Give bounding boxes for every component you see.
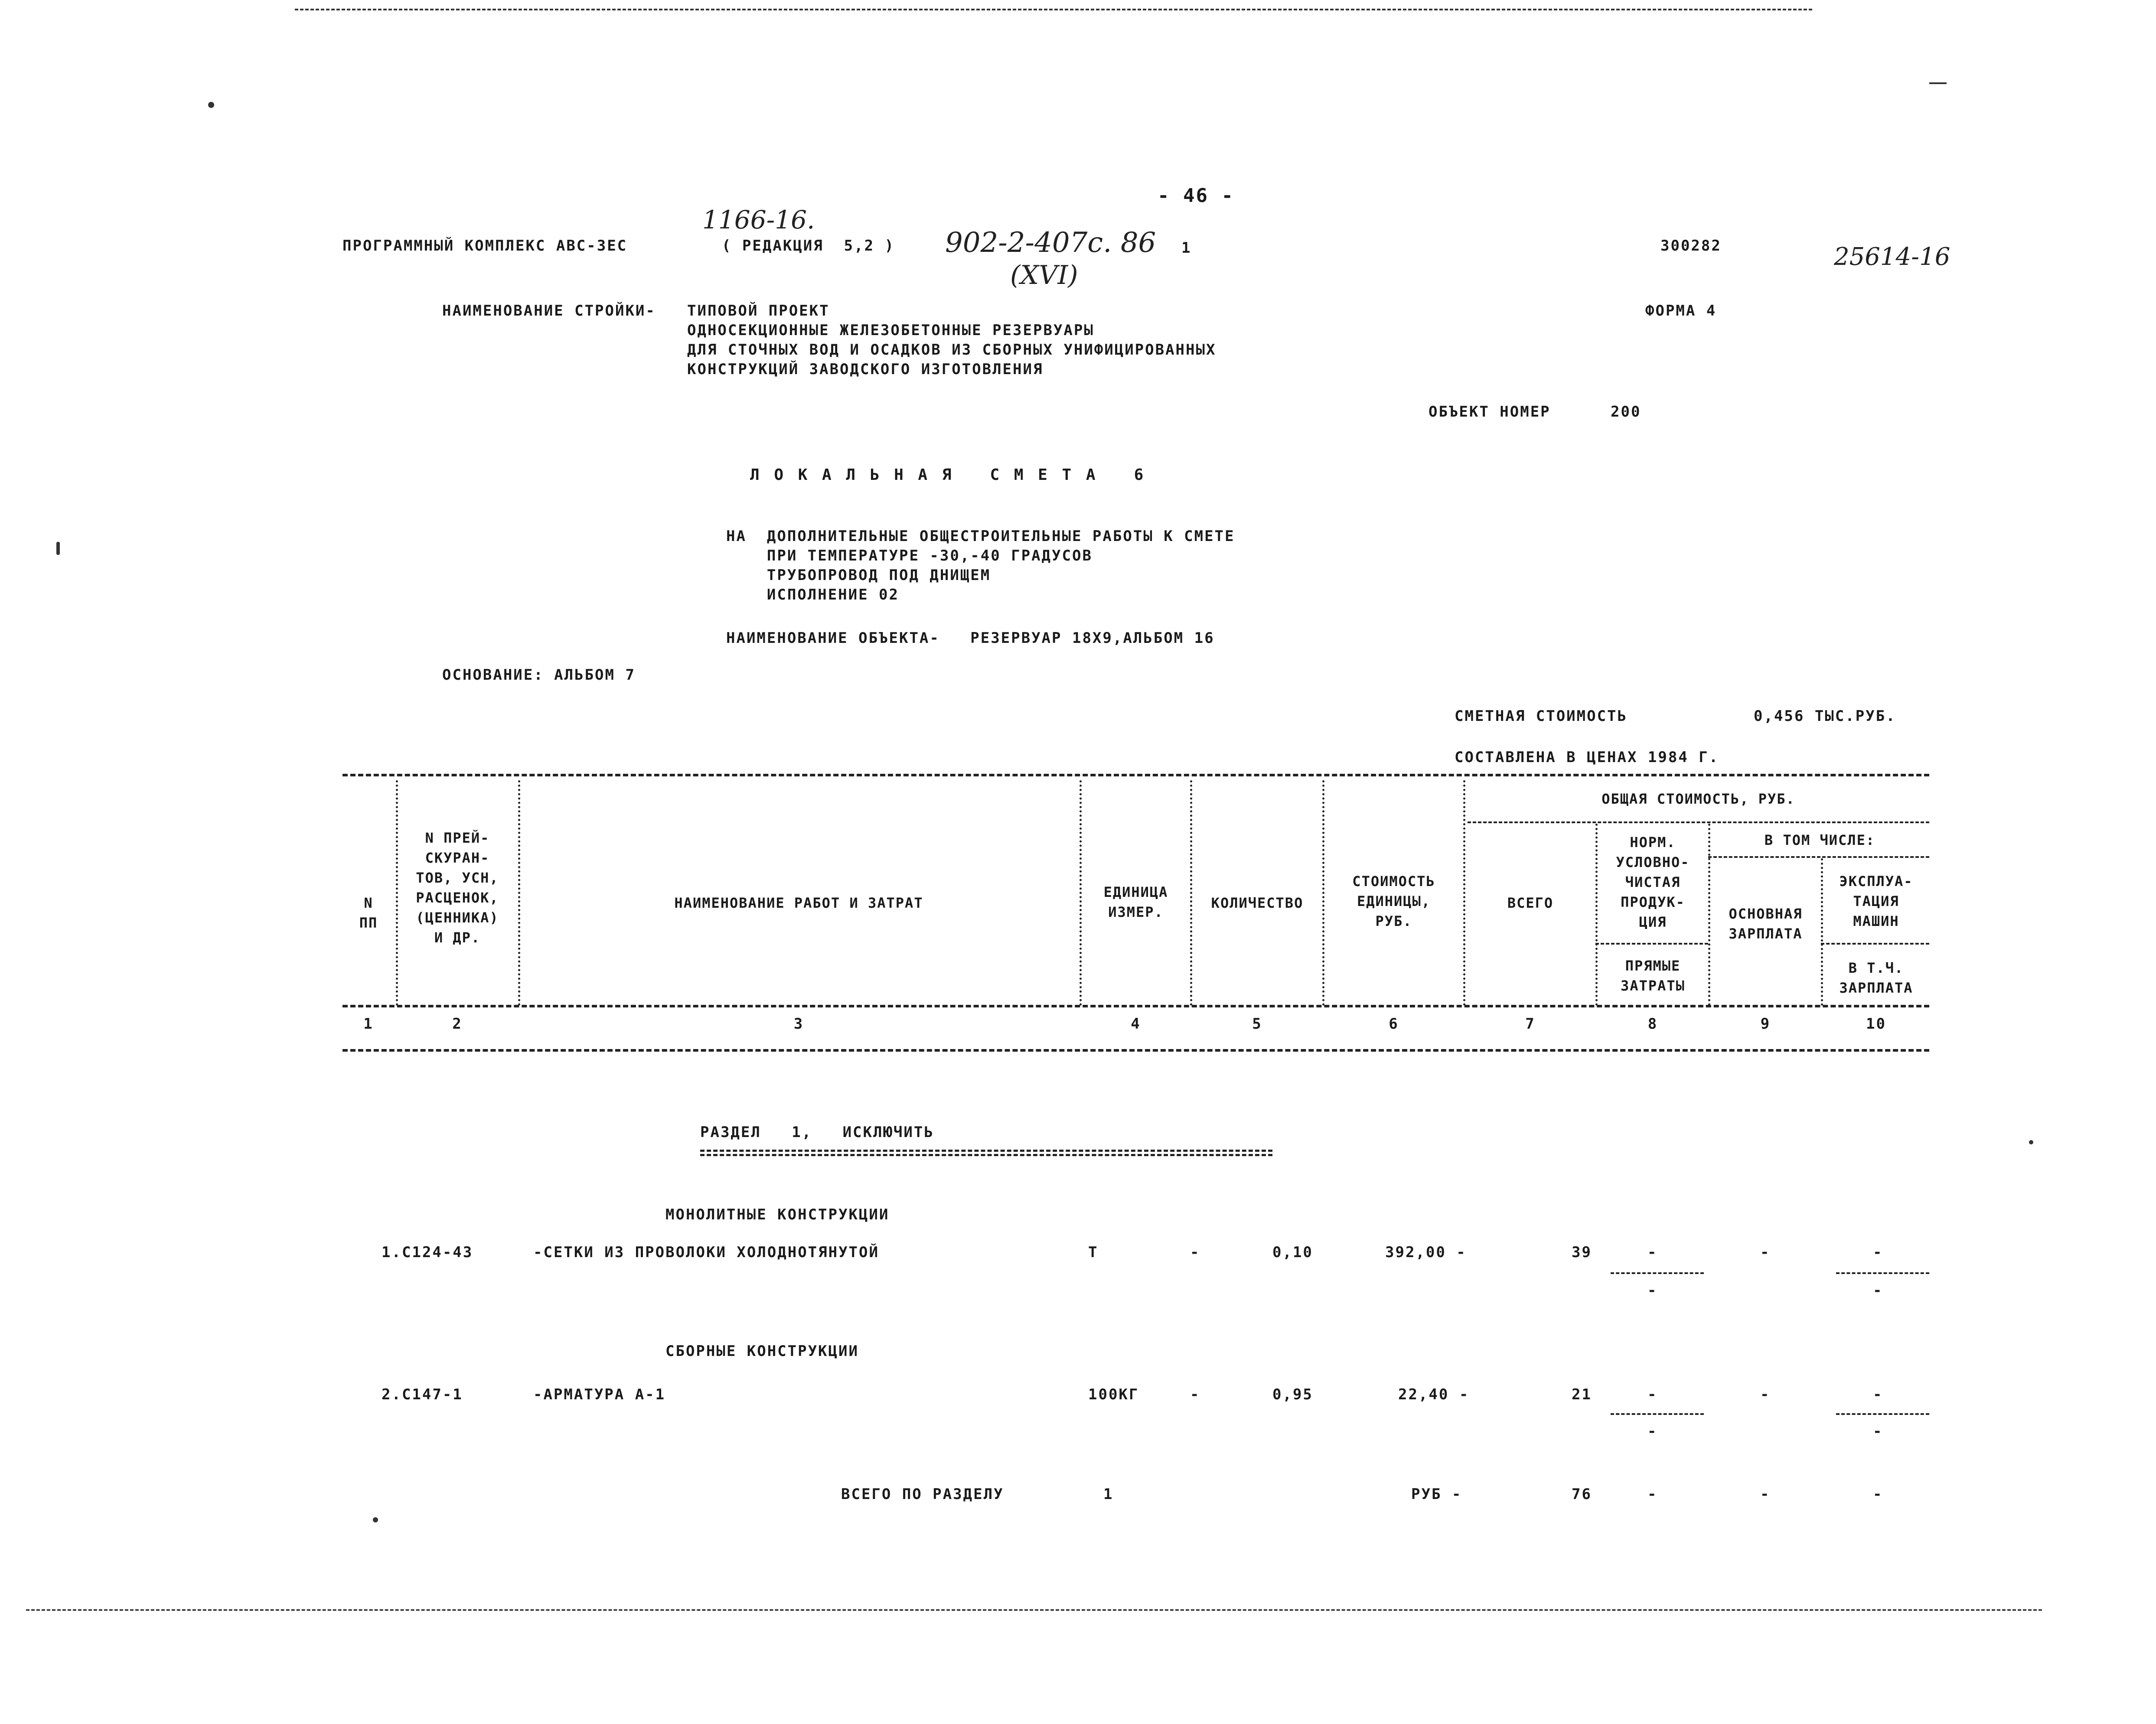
handwritten-top-code: 1166-16. xyxy=(702,205,815,235)
column-number: 8 xyxy=(1647,1015,1658,1033)
group-name: МОНОЛИТНЫЕ КОНСТРУКЦИИ xyxy=(665,1206,890,1223)
object-number: 200 xyxy=(1611,403,1641,420)
construction-line-4: КОНСТРУКЦИЙ ЗАВОДСКОГО ИЗГОТОВЛЕНИЯ xyxy=(687,361,1044,378)
row-name: -СЕТКИ ИЗ ПРОВОЛОКИ ХОЛОДНОТЯНУТОЙ xyxy=(533,1244,879,1261)
section-total-value: 76 xyxy=(1572,1486,1592,1503)
row-qty: 0,95 xyxy=(1272,1386,1313,1403)
table-top-rule xyxy=(342,774,1929,776)
row-dash: - xyxy=(1190,1386,1200,1403)
row-col8: - xyxy=(1647,1244,1658,1261)
column-number: 4 xyxy=(1131,1015,1141,1033)
column-number: 5 xyxy=(1252,1015,1262,1033)
scan-speck xyxy=(56,542,60,555)
column-number: 10 xyxy=(1866,1015,1886,1033)
row-code: 1.С124-43 xyxy=(382,1244,473,1261)
program-name: ПРОГРАММНЫЙ КОМПЛЕКС АВС-ЗЕС xyxy=(342,237,628,254)
row-total: 21 xyxy=(1572,1386,1592,1403)
section-underline-2 xyxy=(700,1154,1272,1156)
row-total: 39 xyxy=(1572,1244,1592,1261)
row-col10-rule xyxy=(1836,1272,1929,1274)
header-total-group: ОБЩАЯ СТОИМОСТЬ, РУБ. xyxy=(1602,791,1795,807)
header-incl: В ТОМ ЧИСЛЕ: xyxy=(1764,832,1875,848)
row-col8-rule xyxy=(1611,1413,1704,1415)
construction-line-3: ДЛЯ СТОЧНЫХ ВОД И ОСАДКОВ ИЗ СБОРНЫХ УНИФИЦИРОВАННЫХ xyxy=(687,341,1217,358)
group-name: СБОРНЫЕ КОНСТРУКЦИИ xyxy=(665,1343,859,1360)
header-qty: КОЛИЧЕСТВО xyxy=(1211,895,1304,911)
section-title: РАЗДЕЛ 1, ИСКЛЮЧИТЬ xyxy=(700,1124,934,1141)
header-basic-wage: ОСНОВНАЯ ЗАРПЛАТА xyxy=(1729,906,1803,942)
row-price: 392,00 - xyxy=(1385,1244,1467,1261)
row-unit: Т xyxy=(1088,1244,1099,1261)
purpose-line-4: ИСПОЛНЕНИЕ 02 xyxy=(726,586,899,603)
machines-rule xyxy=(1821,943,1929,945)
section-total-label: ВСЕГО ПО РАЗДЕЛУ xyxy=(841,1486,1004,1503)
document-number: 300282 xyxy=(1660,237,1722,254)
construction-label: НАИМЕНОВАНИЕ СТРОЙКИ- xyxy=(442,302,656,319)
row-col10-rule xyxy=(1836,1413,1929,1415)
header-unit: ЕДИНИЦА ИЗМЕР. xyxy=(1103,884,1168,920)
row-col10: - xyxy=(1873,1386,1883,1403)
row-col9: - xyxy=(1760,1244,1771,1261)
section-total-col9: - xyxy=(1760,1486,1771,1503)
incl-rule xyxy=(1708,856,1929,858)
estimated-cost-value: 0,456 ТЫС.РУБ. xyxy=(1754,707,1896,725)
header-num: N ПП xyxy=(359,895,378,931)
column-number: 2 xyxy=(452,1015,463,1033)
scan-speck xyxy=(2029,1140,2033,1144)
object-number-label: ОБЪЕКТ НОМЕР xyxy=(1429,403,1551,420)
table-numbers-bottom-rule xyxy=(342,1049,1929,1052)
header-name: НАИМЕНОВАНИЕ РАБОТ И ЗАТРАТ xyxy=(674,895,923,911)
row-qty: 0,10 xyxy=(1272,1244,1313,1261)
column-number: 7 xyxy=(1525,1015,1536,1033)
header-pricelist: N ПРЕЙ- СКУРАН- ТОВ, УСН, РАСЦЕНОК, (ЦЕННИКА) И ДР. xyxy=(416,830,499,946)
header-total: ВСЕГО xyxy=(1507,895,1554,911)
page-index: 1 xyxy=(1181,239,1192,257)
row-col8-sub: - xyxy=(1647,1423,1658,1440)
estimated-cost-label: СМЕТНАЯ СТОИМОСТЬ xyxy=(1455,707,1628,725)
section-total-col8: - xyxy=(1647,1486,1658,1503)
basis: ОСНОВАНИЕ: АЛЬБОМ 7 xyxy=(442,666,636,684)
scan-mark-right xyxy=(1929,82,1947,84)
row-code: 2.С147-1 xyxy=(382,1386,463,1403)
header-normative: НОРМ. УСЛОВНО- ЧИСТАЯ ПРОДУК- ЦИЯ xyxy=(1616,834,1690,930)
prices-note: СОСТАВЛЕНА В ЦЕНАХ 1984 Г. xyxy=(1455,749,1719,766)
edition: ( РЕДАКЦИЯ 5,2 ) xyxy=(722,237,895,254)
column-number: 6 xyxy=(1389,1015,1399,1033)
normative-rule xyxy=(1595,943,1708,945)
construction-line-1: ТИПОВОЙ ПРОЕКТ xyxy=(687,302,830,319)
purpose-line-3: ТРУБОПРОВОД ПОД ДНИЩЕМ xyxy=(726,567,991,584)
handwritten-right-code: 25614-16 xyxy=(1834,243,1951,271)
purpose-line-1: НА ДОПОЛНИТЕЛЬНЫЕ ОБЩЕСТРОИТЕЛЬНЫЕ РАБОТЫ К СМЕТЕ xyxy=(726,528,1235,545)
row-col8-rule xyxy=(1611,1272,1704,1274)
scan-speck xyxy=(373,1517,378,1522)
header-direct: ПРЯМЫЕ ЗАТРАТЫ xyxy=(1621,958,1685,994)
column-number: 3 xyxy=(793,1015,804,1033)
scan-speck xyxy=(208,102,214,108)
row-col9: - xyxy=(1760,1386,1771,1403)
header-machines-wage: В Т.Ч. ЗАРПЛАТА xyxy=(1839,960,1913,996)
section-total-number: 1 xyxy=(1103,1486,1114,1503)
section-total-unit: РУБ - xyxy=(1411,1486,1462,1503)
row-price: 22,40 - xyxy=(1398,1386,1470,1403)
scan-edge-bottom xyxy=(26,1609,2042,1611)
section-total-col10: - xyxy=(1873,1486,1883,1503)
handwritten-volume: (XVI) xyxy=(1010,260,1078,290)
header-unit-cost: СТОИМОСТЬ ЕДИНИЦЫ, РУБ. xyxy=(1352,873,1435,929)
column-number: 9 xyxy=(1760,1015,1771,1033)
row-unit: 100КГ xyxy=(1088,1386,1139,1403)
total-group-rule xyxy=(1468,821,1929,823)
estimate-title: Л О К А Л Ь Н А Я С М Е Т А 6 xyxy=(750,466,1146,484)
row-dash: - xyxy=(1190,1244,1200,1261)
handwritten-project-code: 902-2-407c. 86 xyxy=(945,227,1156,259)
row-col10-sub: - xyxy=(1873,1423,1883,1440)
row-name: -АРМАТУРА А-1 xyxy=(533,1386,666,1403)
row-col8: - xyxy=(1647,1386,1658,1403)
header-machines: ЭКСПЛУА- ТАЦИЯ МАШИН xyxy=(1839,873,1913,929)
row-col10: - xyxy=(1873,1244,1883,1261)
row-col8-sub: - xyxy=(1647,1282,1658,1299)
row-col10-sub: - xyxy=(1873,1282,1883,1299)
column-number: 1 xyxy=(363,1015,374,1033)
purpose-line-2: ПРИ ТЕМПЕРАТУРЕ -30,-40 ГРАДУСОВ xyxy=(726,547,1093,564)
form-number: ФОРМА 4 xyxy=(1645,302,1717,319)
section-underline xyxy=(700,1150,1272,1152)
scan-edge-top xyxy=(295,9,1812,10)
page-number: - 46 - xyxy=(1158,185,1234,207)
construction-line-2: ОДНОСЕКЦИОННЫЕ ЖЕЛЕЗОБЕТОННЫЕ РЕЗЕРВУАРЫ xyxy=(687,322,1094,339)
table-header-bottom-rule xyxy=(342,1005,1929,1007)
object-name: НАИМЕНОВАНИЕ ОБЪЕКТА- РЕЗЕРВУАР 18Х9,АЛЬБОМ 16 xyxy=(726,629,1215,647)
